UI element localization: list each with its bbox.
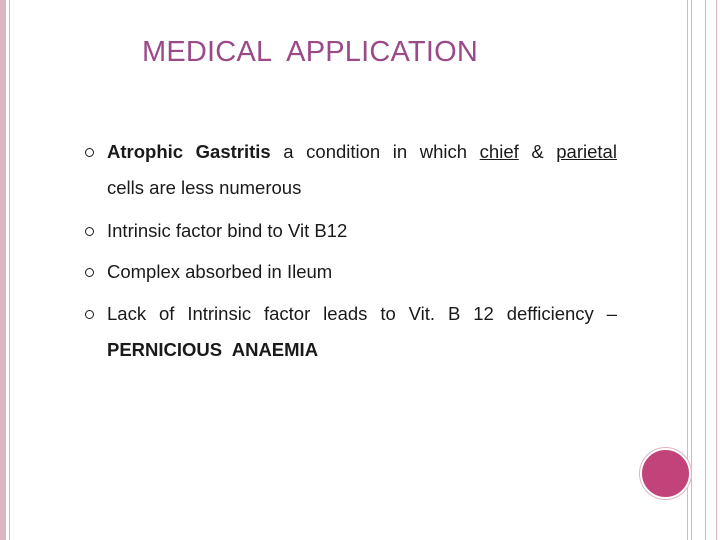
bullet-text-line bbox=[107, 296, 617, 332]
bullet-word: chief bbox=[479, 141, 519, 162]
bullet-word: Vit. bbox=[408, 303, 436, 324]
decorative-circle bbox=[640, 448, 691, 499]
slide-title: MEDICAL APPLICATION bbox=[142, 36, 478, 68]
bullet-word: to bbox=[380, 303, 396, 324]
bullet-word: Gastritis bbox=[195, 141, 271, 162]
bullet-word: a bbox=[283, 141, 294, 162]
bullet-word: Intrinsic bbox=[187, 303, 252, 324]
bullet-word: which bbox=[419, 141, 468, 162]
left-border bbox=[0, 0, 6, 540]
bullet-word: & bbox=[531, 141, 544, 162]
bullet-word: leads bbox=[323, 303, 368, 324]
bullet-word: 12 bbox=[473, 303, 494, 324]
bullet-word: factor bbox=[263, 303, 311, 324]
bullet-marker bbox=[85, 268, 94, 277]
bullet-text-line bbox=[107, 134, 617, 170]
bullet-text-line: Complex absorbed in Ileum bbox=[107, 261, 333, 282]
bullet-word: Atrophic bbox=[107, 141, 184, 162]
bullet-word: condition bbox=[306, 141, 381, 162]
bullet-text-line: PERNICIOUS ANAEMIA bbox=[107, 339, 319, 360]
bullet-marker bbox=[85, 227, 94, 236]
bullet-text-line: Intrinsic factor bind to Vit B12 bbox=[107, 220, 348, 241]
bullet-word: – bbox=[606, 303, 617, 324]
bullet-marker bbox=[85, 148, 94, 157]
bullet-word: Lack bbox=[107, 303, 147, 324]
right-border-line bbox=[691, 0, 692, 540]
bullet-word: B bbox=[447, 303, 461, 324]
right-border-line bbox=[705, 0, 706, 540]
bullet-word: parietal bbox=[556, 141, 617, 162]
bullet-marker bbox=[85, 310, 94, 319]
bullet-word: of bbox=[158, 303, 175, 324]
bullet-word: in bbox=[392, 141, 408, 162]
bullet-word: defficiency bbox=[506, 303, 594, 324]
left-border-line bbox=[9, 0, 10, 540]
right-border-line bbox=[687, 0, 688, 540]
right-border-line bbox=[716, 0, 717, 540]
bullet-text-line: cells are less numerous bbox=[107, 177, 302, 198]
